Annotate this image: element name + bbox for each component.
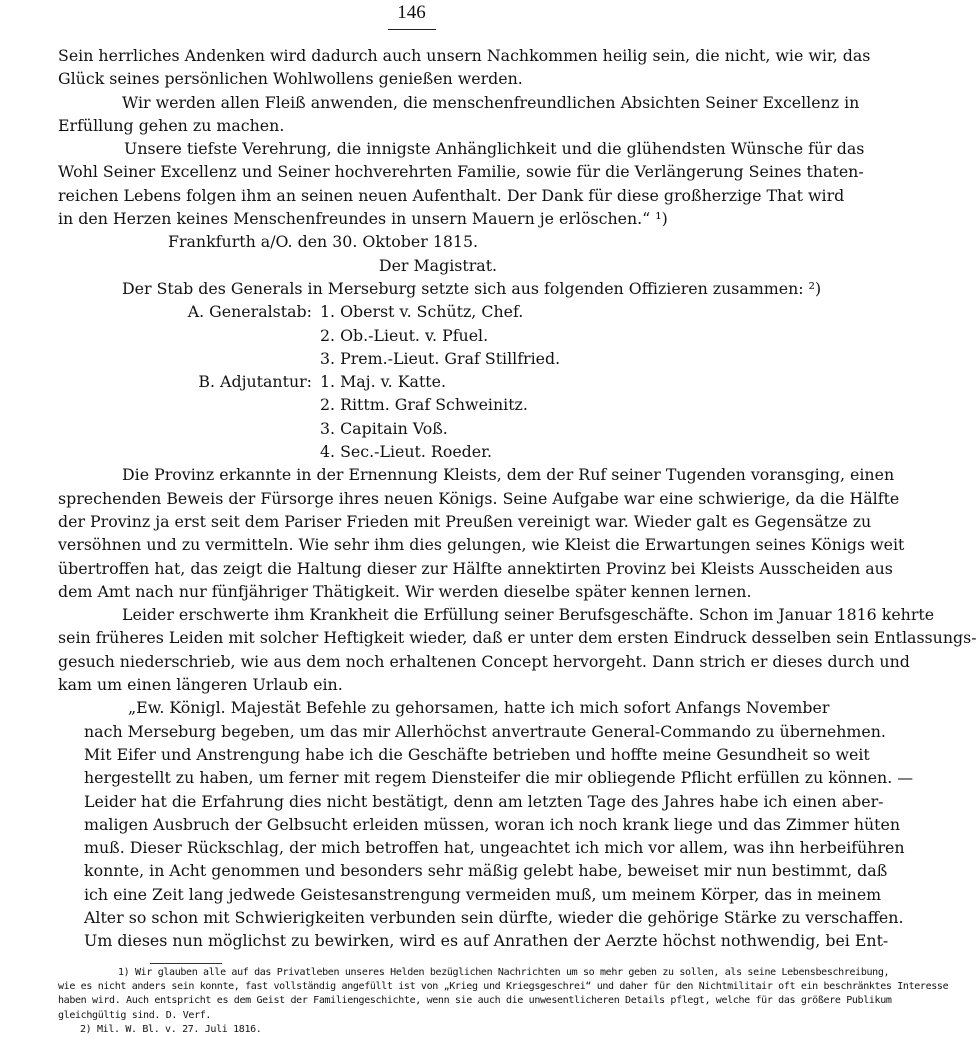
staff-officer: 2. Rittm. Graf Schweinitz. <box>320 395 528 415</box>
text-line: Wohl Seiner Excellenz und Seiner hochverehrten Familie, sowie für die Verlängerung Seines thaten- <box>58 162 864 182</box>
footnote-line: wie es nicht anders sein konnte, fast vollständig angefüllt ist von „Krieg und Kriegsgeschrei“ und daher für den Nichtmilitair oft ein beschränktes Interesse <box>58 981 949 993</box>
text-line: Der Stab des Generals in Merseburg setzte sich aus folgenden Offizieren zusammen: ²) <box>122 278 822 298</box>
staff-group-label <box>58 417 320 440</box>
quote-line: Alter so schon mit Schwierigkeiten verbunden sein dürfte, wieder die gehörige Stärke zu verschaffen. <box>84 907 904 927</box>
date-line: Frankfurth a/O. den 30. Oktober 1815. <box>168 232 479 252</box>
quote-line: Um dieses nun möglichst zu bewirken, wird es auf Anrathen der Aerzte höchst nothwendig, bei Ent- <box>84 931 889 951</box>
staff-group-label <box>58 324 320 347</box>
staff-group-label: B. Adjutantur: <box>198 372 312 392</box>
text-line: übertroffen hat, das zeigt die Haltung dieser zur Hälfte annektirten Provinz bei Kleists Ausscheiden aus <box>58 558 893 578</box>
footnote-divider <box>150 963 222 964</box>
footnote-line: 1) Wir glauben alle auf das Privatleben unseres Helden bezüglichen Nachrichten um so mehr geben zu sollen, als seine Lebensbeschreibung, <box>118 967 890 978</box>
staff-officer: 3. Prem.-Lieut. Graf Stillfried. <box>320 348 561 368</box>
signature-line: Der Magistrat. <box>378 255 498 275</box>
text-line: dem Amt nach nur fünfjähriger Thätigkeit. Wir werden dieselbe später kennen lernen. <box>58 581 752 601</box>
staff-row <box>58 393 818 416</box>
quote-line: Leider hat die Erfahrung dies nicht bestätigt, denn am letzten Tage des Jahres habe ich einen aber- <box>84 791 884 811</box>
staff-officer: 1. Oberst v. Schütz, Chef. <box>320 302 524 322</box>
text-line: Glück seines persönlichen Wohlwollens genießen werden. <box>58 69 523 89</box>
text-line: sein früheres Leiden mit solcher Heftigkeit wieder, daß er unter dem ersten Eindruck desselben sein Entlassungs- <box>58 628 977 648</box>
quote-line: ich eine Zeit lang jedwede Geistesanstrengung vermeiden muß, um meinem Körper, das in meinem <box>84 884 882 904</box>
quote-line: hergestellt zu haben, um ferner mit regem Diensteifer die mir obliegende Pflicht erfüllen zu können. — <box>84 768 914 788</box>
text-line: kam um einen längeren Urlaub ein. <box>58 675 343 695</box>
staff-officer: 2. Ob.-Lieut. v. Pfuel. <box>320 325 489 345</box>
staff-row <box>58 440 818 463</box>
text-line: sprechenden Beweis der Fürsorge ihres neuen Königs. Seine Aufgabe war eine schwierige, da die Hälfte <box>58 488 900 508</box>
staff-officer: 4. Sec.-Lieut. Roeder. <box>320 442 492 462</box>
quote-line: „Ew. Königl. Majestät Befehle zu gehorsamen, hatte ich mich sofort Anfangs November <box>128 698 830 718</box>
staff-group-label <box>58 347 320 370</box>
staff-officer: 1. Maj. v. Katte. <box>320 372 447 392</box>
text-line: der Provinz ja erst seit dem Pariser Frieden mit Preußen vereinigt war. Wieder galt es Gegensätze zu <box>58 511 872 531</box>
staff-row <box>58 300 818 323</box>
staff-row <box>58 417 818 440</box>
page-number-rule <box>388 29 436 30</box>
quote-line: muß. Dieser Rückschlag, der mich betroffen hat, ungeachtet ich mich vor allem, was ihn herbeiführen <box>84 838 905 858</box>
text-line: Wir werden allen Fleiß anwenden, die menschenfreundlichen Absichten Seiner Excellenz in <box>122 92 860 112</box>
text-line: Erfüllung gehen zu machen. <box>58 115 285 135</box>
page-number: 146 <box>397 2 426 23</box>
quote-line: konnte, in Acht genommen und besonders sehr mäßig gelebt habe, beweiset mir nun bestimmt, daß <box>84 861 888 881</box>
body-text <box>58 44 977 953</box>
text-line: Unsere tiefste Verehrung, die innigste Anhänglichkeit und die glühendsten Wünsche für das <box>124 139 865 159</box>
footnote-line: 2) Mil. W. Bl. v. 27. Juli 1816. <box>80 1023 262 1035</box>
text-line: Sein herrliches Andenken wird dadurch auch unsern Nachkommen heilig sein, die nicht, wie wir, das <box>58 46 871 65</box>
text-line: gesuch niederschrieb, wie aus dem noch erhaltenen Concept hervorgeht. Dann strich er dieses durch und <box>58 651 910 671</box>
footnote-line: gleichgültig sind. D. Verf. <box>58 1009 212 1021</box>
block-quote <box>58 696 914 952</box>
footnotes <box>58 966 949 1037</box>
footnote-line: haben wird. Auch entspricht es dem Geist der Familiengeschichte, wenn sie auch die unwesentlicheren Details pflegt, welche für das größere Publikum <box>58 995 892 1007</box>
staff-row <box>58 324 818 347</box>
quote-line: maligen Ausbruch der Gelbsucht erleiden müssen, woran ich noch krank liege und das Zimmer hüten <box>84 814 901 834</box>
staff-row <box>58 370 818 393</box>
quote-line: Mit Eifer und Anstrengung habe ich die Geschäfte betrieben und hoffte meine Gesundheit so weit <box>84 744 870 764</box>
staff-officer: 3. Capitain Voß. <box>320 418 448 438</box>
text-line: in den Herzen keines Menschenfreundes in unsern Mauern je erlöschen.“ ¹) <box>58 209 668 229</box>
text-line: Die Provinz erkannte in der Ernennung Kleists, dem der Ruf seiner Tugenden voransging, einen <box>122 465 895 485</box>
quote-line: nach Merseburg begeben, um das mir Allerhöchst anvertraute General-Commando zu übernehmen. <box>84 721 886 741</box>
text-line: reichen Lebens folgen ihm an seinen neuen Aufenthalt. Der Dank für diese großherzige That wird <box>58 185 845 205</box>
text-line: versöhnen und zu vermitteln. Wie sehr ihm dies gelungen, wie Kleist die Erwartungen seines Königs weit <box>58 535 905 555</box>
text-line: Leider erschwerte ihm Krankheit die Erfüllung seiner Berufsgeschäfte. Schon im Januar 1816 kehrte <box>122 605 935 625</box>
staff-group-label: A. Generalstab: <box>187 302 312 322</box>
staff-row <box>58 347 818 370</box>
staff-list <box>58 300 818 463</box>
staff-group-label <box>58 393 320 416</box>
staff-group-label <box>58 440 320 463</box>
